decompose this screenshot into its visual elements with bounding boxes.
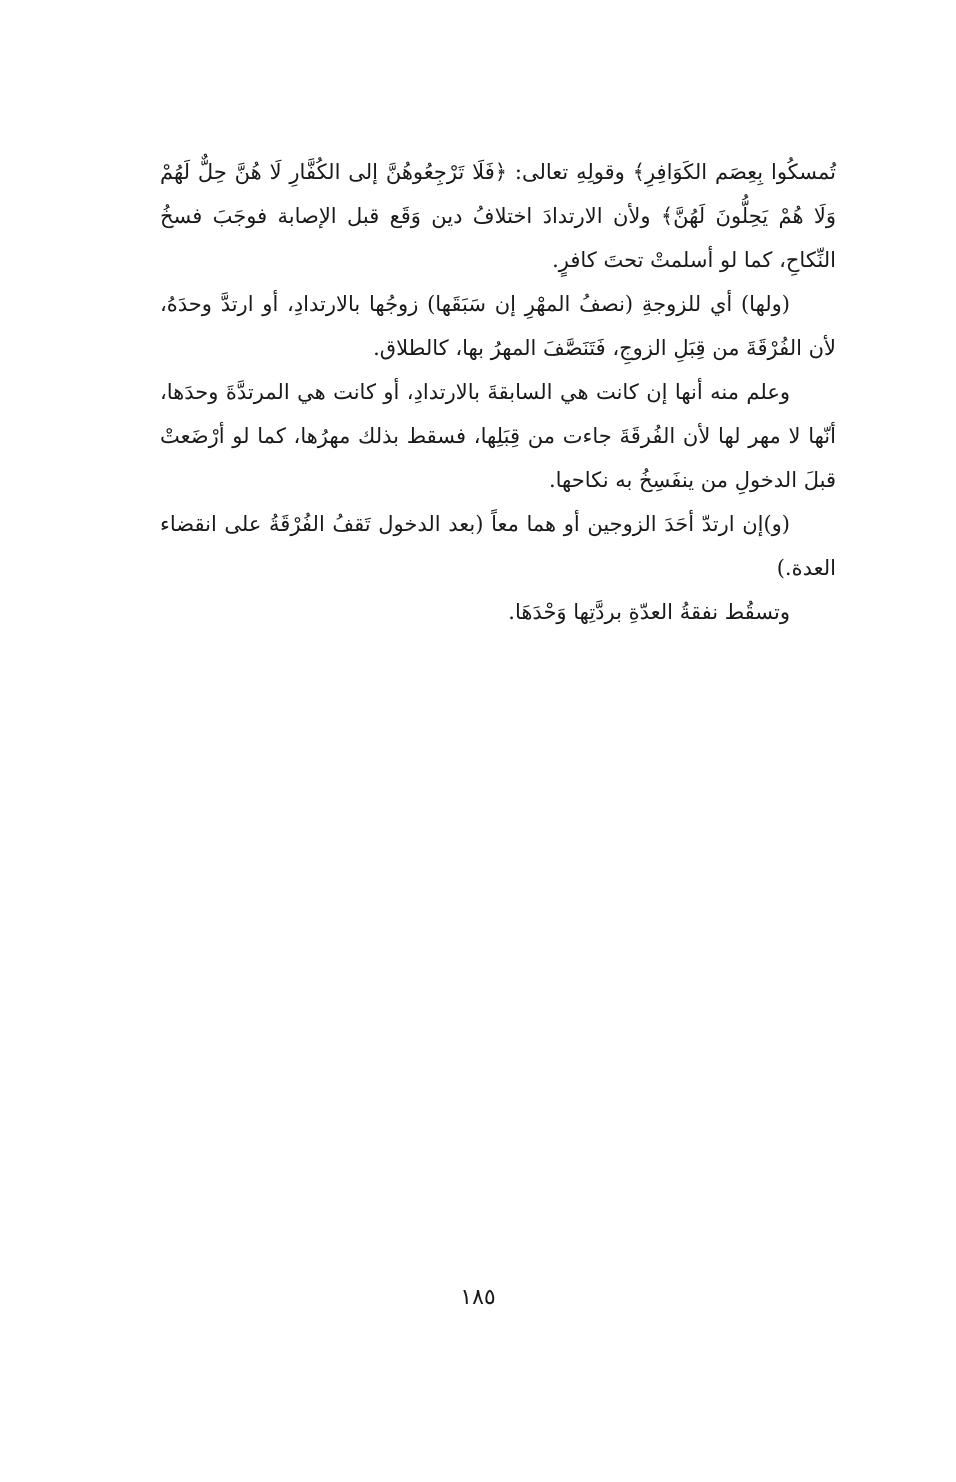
body-text: [160, 150, 836, 634]
paragraph-4: (و)إن ارتدّ أحَدَ الزوجين أو هما معاً (بعد الدخول تَقفُ الفُرْقَةُ على انقضاء العدة.): [160, 512, 836, 580]
page-number: ١٨٥: [460, 1285, 496, 1310]
paragraph-2: (ولها) أي للزوجةِ (نصفُ المهْرِ إن سَبَقَها) زوجُها بالارتدادِ، أو ارتدَّ وحدَهُ، لأن الفُرْقَةَ من قِبَلِ الزوجِ، فَتَنَصَّفَ المهرُ بها، كالطلاق.: [160, 292, 836, 360]
paragraph-5: وتسقُط نفقةُ العدّةِ بردَّتِها وَحْدَهَا.: [508, 600, 790, 624]
paragraph-3: وعلم منه أنها إن كانت هي السابقةَ بالارتدادِ، أو كانت هي المرتدَّةَ وحدَها، أنّها لا مهر لها لأن الفُرقَةَ جاءت من قِبَلِها، فسقط بذلك مهرُها، كما لو أرْضَعتْ قبلَ الدخولِ من ينفَسِخُ به نكاحها.: [160, 380, 836, 492]
paragraph-1: تُمسكُوا بِعِصَم الكَوَافِرِ﴾ وقولِهِ تعالى: ﴿فَلَا تَرْجِعُوهُنَّ إلى الكُفَّارِ لَا هُنَّ حِلٌّ لَهُمْ وَلَا هُمْ يَحِلُّونَ لَهُنَّ﴾ ولأن الارتدادَ اختلافُ دين وَقَع قبل الإصابة فوجَبَ فسخُ النِّكاحِ، كما لو أسلمتْ تحتَ كافرٍ.: [160, 160, 836, 272]
